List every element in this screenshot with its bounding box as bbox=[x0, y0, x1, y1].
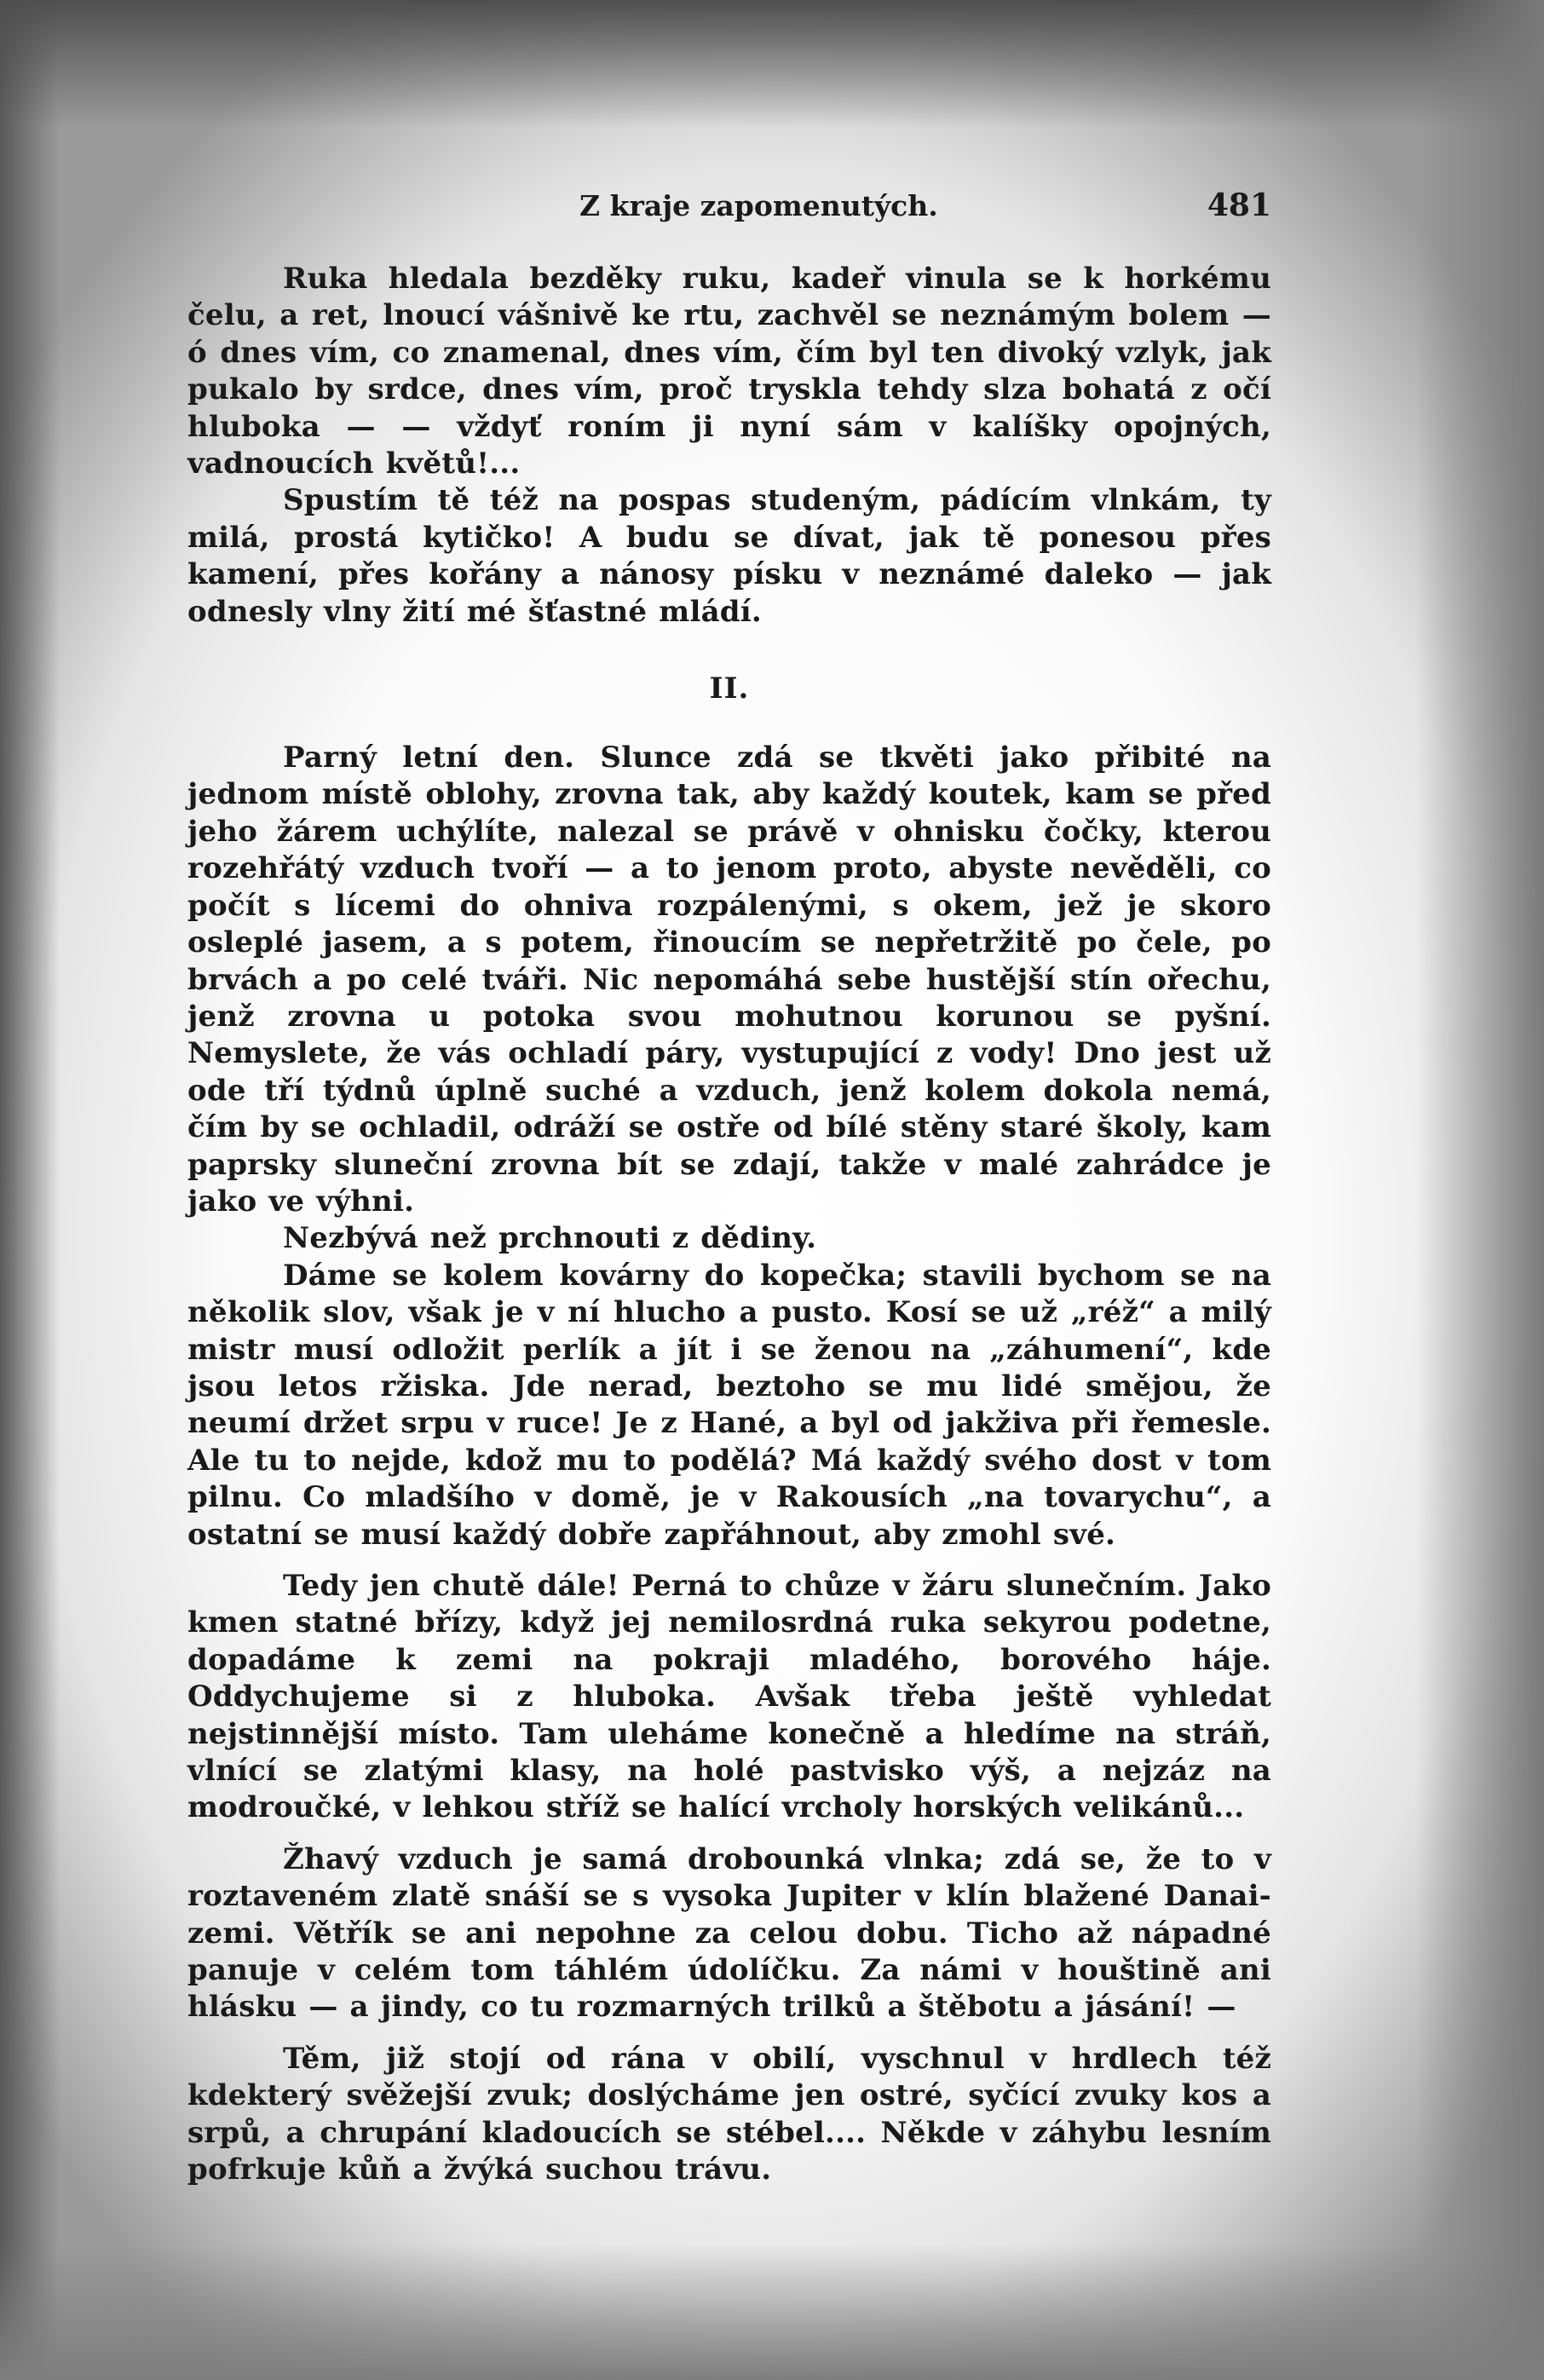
paragraph: Žhavý vzduch je samá drobounká vlnka; zdá se, že to v roztaveném zlatě snáší se s vysoka Jupiter v klín blažené Danai-zemi. Větřík se ani nepohne za celou dobu. Ticho až nápadné panuje v celém tom táhlém údolíčku. Za námi v houštině ani hlásku — a jindy, co tu rozmarných trilků a štěbotu a jásání! — bbox=[187, 1841, 1271, 2025]
paragraph: Dáme se kolem kovárny do kopečka; stavili bychom se na několik slov, však je v ní hlucho a pusto. Kosí se už „réž“ a milý mistr musí odložit perlík a jít i se ženou na „záhumení“, kde jsou letos ržiska. Jde nerad, beztoho se mu lidé smějou, že neumí držet srpu v ruce! Je z Hané, a byl od jakživa při řemesle. Ale tu to nejde, kdož mu to podělá? Má každý svého dost v tom pilnu. Co mladšího v domě, je v Rakousích „na tovarychu“, a ostatní se musí každý dobře zapřáhnout, aby zmohl své. bbox=[187, 1258, 1271, 1552]
page-number: 481 bbox=[1207, 187, 1271, 223]
section-heading: II. bbox=[709, 671, 750, 706]
paragraph: Parný letní den. Slunce zdá se tkvěti jako přibité na jednom místě oblohy, zrovna tak, aby každý koutek, kam se před jeho žárem uchýlíte, nalezal se právě v ohnisku čočky, kterou rozehřátý vzduch tvoří — a to jenom proto, abyste nevěděli, co počít s lícemi do ohniva rozpálenými, s okem, jež je skoro osleplé jasem, a s potem, řinoucím se nepřetržitě po čele, po brvách a po celé tváři. Nic nepomáhá sebe hustější stín ořechu, jenž zrovna u potoka svou mohutnou korunou se pyšní. Nemyslete, že vás ochladí páry, vystupující z vody! Dno jest už ode tří týdnů úplně suché a vzduch, jenž kolem dokola nemá, čím by se ochladil, odráží se ostře od bílé stěny staré školy, kam paprsky sluneční zrovna bít se zdají, takže v malé zahrádce je jako ve výhni. bbox=[187, 741, 1271, 1219]
paragraph: Nezbývá než prchnouti z dědiny. bbox=[283, 1221, 817, 1256]
scan-edge-shadow-top bbox=[0, 0, 1544, 128]
running-title: Z kraje zapomenutých. bbox=[579, 189, 938, 222]
paragraph: Spustím tě též na pospas studeným, pádícím vlnkám, ty milá, prostá kytičko! A budu se dívat, jak tě ponesou přes kamení, přes kořány a nánosy písku v neznámé daleko — jak odnesly vlny žití mé šťastné mládí. bbox=[187, 483, 1271, 629]
paragraph: Těm, již stojí od rána v obilí, vyschnul v hrdlech též kdekterý svěžejší zvuk; doslýcháme jen ostré, syčící zvuky kos a srpů, a chrupání kladoucích se stébel.... Někde v záhybu lesním pofrkuje kůň a žvýká suchou trávu. bbox=[187, 2041, 1271, 2187]
paragraph: Tedy jen chutě dále! Perná to chůze v žáru slunečním. Jako kmen statné břízy, když jej nemilosrdná ruka sekyrou podetne, dopadáme k zemi na pokraji mladého, borového háje. Oddychujeme si z hluboka. Avšak třeba ještě vyhledat nejstinnější místo. Tam uleháme konečně a hledíme na stráň, vlnící se zlatými klasy, na holé pastvisko výš, a nejzáz na modroučké, v lehkou stříž se halící vrcholy horských velikánů... bbox=[187, 1569, 1271, 1825]
scan-edge-shadow-bottom bbox=[0, 2244, 1544, 2380]
scan-edge-shadow-right bbox=[1416, 0, 1544, 2380]
scan-edge-shadow-left bbox=[0, 0, 60, 2380]
page-body bbox=[187, 261, 1271, 2189]
paragraph: Ruka hledala bezděky ruku, kadeř vinula se k horkému čelu, a ret, lnoucí vášnivě ke rtu, zachvěl se neznámým bolem — ó dnes vím, co znamenal, dnes vím, čím byl ten divoký vzlyk, jak pukalo by srdce, dnes vím, proč tryskla tehdy slza bohatá z očí hluboka — — vždyť roním ji nyní sám v kalíšky opojných, vadnoucích květů!... bbox=[187, 262, 1271, 481]
page-header bbox=[187, 179, 1271, 227]
book-page bbox=[187, 179, 1271, 2189]
